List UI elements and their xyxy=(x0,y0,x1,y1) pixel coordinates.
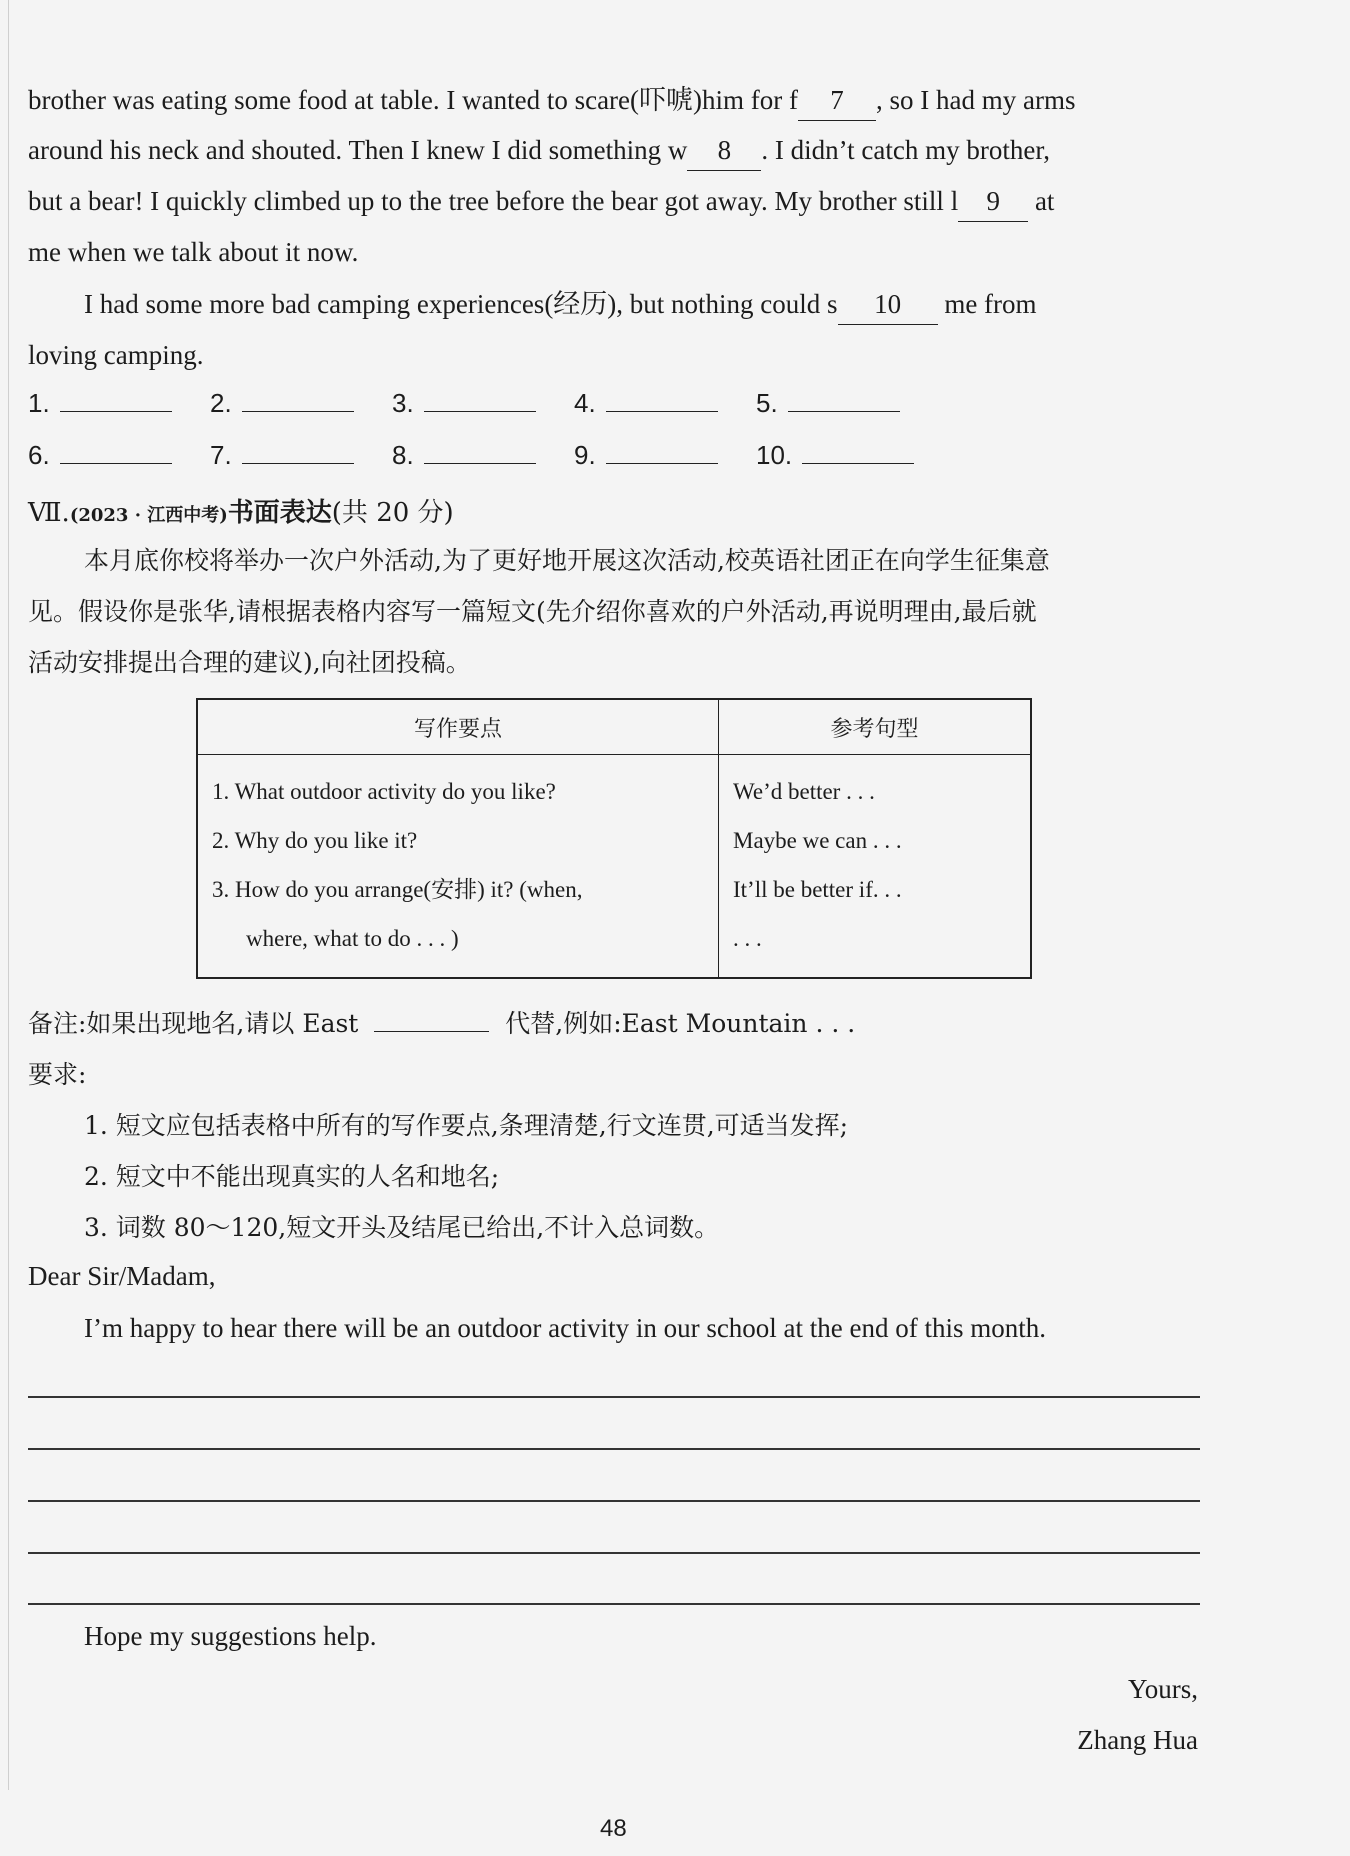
answer-line[interactable] xyxy=(606,441,718,464)
point-item: 1. What outdoor activity do you like? xyxy=(212,779,556,804)
requirement-item: 3. 词数 80～120,短文开头及结尾已给出,不计入总词数。 xyxy=(84,1213,720,1242)
requirements-title: 要求: xyxy=(28,1060,87,1089)
pattern-item: It’ll be better if. . . xyxy=(733,877,902,902)
blank-number: 8 xyxy=(717,135,732,165)
answer-slot xyxy=(392,388,574,419)
passage-line-6: loving camping. xyxy=(28,340,204,370)
letter-signature-name: Zhang Hua xyxy=(1077,1725,1198,1755)
passage-text: at xyxy=(1028,186,1055,216)
answer-label: 5. xyxy=(756,388,778,418)
answer-line[interactable] xyxy=(802,441,914,464)
note-line xyxy=(28,998,855,1049)
answer-label: 2. xyxy=(210,388,232,418)
answer-row-1 xyxy=(28,388,938,419)
passage-line-4: me when we talk about it now. xyxy=(28,237,359,267)
passage-text: around his neck and shouted. Then I knew I did something xyxy=(28,135,668,165)
passage-line-1 xyxy=(28,80,1075,121)
answer-slot xyxy=(392,440,574,471)
writing-line[interactable] xyxy=(28,1500,1200,1502)
writing-line[interactable] xyxy=(28,1603,1200,1605)
blank-number: 7 xyxy=(830,85,844,115)
letter-closing: Hope my suggestions help. xyxy=(84,1621,377,1651)
answer-slot xyxy=(28,440,210,471)
answer-slot xyxy=(210,440,392,471)
passage-line-5 xyxy=(84,284,1037,325)
section-numeral: Ⅶ. xyxy=(28,498,70,528)
blank-initial: w xyxy=(667,135,688,165)
answer-line[interactable] xyxy=(424,441,536,464)
place-name-blank[interactable] xyxy=(374,1009,489,1032)
blank-initial: f xyxy=(789,85,798,115)
answer-label: 7. xyxy=(210,440,232,470)
note-text: 代替,例如:East Mountain . . . xyxy=(505,1009,856,1038)
section-source: (2023 · 江西中考) xyxy=(69,505,228,526)
answer-slot xyxy=(574,388,756,419)
passage-text: , so I had my arms xyxy=(876,85,1076,115)
writing-line[interactable] xyxy=(28,1448,1200,1450)
blank-9[interactable] xyxy=(958,181,1028,222)
answer-label: 6. xyxy=(28,440,50,470)
blank-number: 10 xyxy=(874,289,902,319)
answer-slot xyxy=(574,440,756,471)
requirement-item: 2. 短文中不能出现真实的人名和地名; xyxy=(84,1162,500,1191)
page-number: 48 xyxy=(600,1815,627,1842)
blank-7[interactable] xyxy=(798,80,876,121)
header-reference-patterns: 参考句型 xyxy=(719,699,1032,755)
writing-points-table xyxy=(196,698,1032,979)
blank-initial: l xyxy=(950,186,959,216)
prompt-line-1: 本月底你校将举办一次户外活动,为了更好地开展这次活动,校英语社团正在向学生征集意 xyxy=(84,546,1050,575)
passage-text: but a bear! I quickly climbed up to the tree before the bear got away. My brother still xyxy=(28,186,951,216)
section-title xyxy=(28,492,454,529)
writing-points-cell xyxy=(197,755,719,979)
letter-signoff: Yours, xyxy=(1127,1674,1198,1704)
reference-patterns-cell xyxy=(719,755,1032,979)
writing-line[interactable] xyxy=(28,1552,1200,1554)
passage-text: I had some more bad camping experiences(经历), but nothing could xyxy=(84,289,828,319)
pattern-item: We’d better . . . xyxy=(733,779,875,804)
answer-slot xyxy=(28,388,210,419)
passage-text: brother was eating some food at table. I wanted to scare(吓唬)him for xyxy=(28,85,789,115)
blank-8[interactable] xyxy=(687,130,761,171)
pattern-item: . . . xyxy=(733,926,762,951)
answer-label: 4. xyxy=(574,388,596,418)
header-writing-points: 写作要点 xyxy=(197,699,719,755)
answer-slot xyxy=(210,388,392,419)
letter-opening: I’m happy to hear there will be an outdoor activity in our school at the end of this month. xyxy=(84,1313,1047,1343)
section-score: (共 20 分) xyxy=(331,498,454,528)
answer-label: 3. xyxy=(392,388,414,418)
passage-text: me from xyxy=(937,289,1037,319)
answer-label: 8. xyxy=(392,440,414,470)
answer-label: 9. xyxy=(574,440,596,470)
writing-line[interactable] xyxy=(28,1396,1200,1398)
blank-initial: s xyxy=(827,289,838,319)
answer-label: 1. xyxy=(28,388,50,418)
answer-line[interactable] xyxy=(60,441,172,464)
passage-text: . I didn’t catch my brother, xyxy=(761,135,1050,165)
blank-10[interactable] xyxy=(838,284,938,325)
answer-line[interactable] xyxy=(424,389,536,412)
answer-line[interactable] xyxy=(60,389,172,412)
margin-line xyxy=(8,0,9,1790)
point-item: 3. How do you arrange(安排) it? (when, xyxy=(212,877,583,902)
passage-line-3 xyxy=(28,181,1054,222)
letter-greeting: Dear Sir/Madam, xyxy=(28,1261,216,1291)
answer-line[interactable] xyxy=(606,389,718,412)
point-item: 2. Why do you like it? xyxy=(212,828,418,853)
requirement-item: 1. 短文应包括表格中所有的写作要点,条理清楚,行文连贯,可适当发挥; xyxy=(84,1111,849,1140)
blank-number: 9 xyxy=(986,186,1000,216)
answer-label: 10. xyxy=(756,440,793,470)
pattern-item: Maybe we can . . . xyxy=(733,828,902,853)
section-heading: 书面表达 xyxy=(227,498,332,528)
answer-slot xyxy=(756,388,938,419)
prompt-line-3: 活动安排提出合理的建议),向社团投稿。 xyxy=(28,648,471,677)
answer-line[interactable] xyxy=(788,389,900,412)
answer-slot xyxy=(756,440,938,471)
answer-row-2 xyxy=(28,440,938,471)
answer-line[interactable] xyxy=(242,389,354,412)
answer-line[interactable] xyxy=(242,441,354,464)
prompt-line-2: 见。假设你是张华,请根据表格内容写一篇短文(先介绍你喜欢的户外活动,再说明理由,最后就 xyxy=(28,597,1037,626)
note-text: 备注:如果出现地名,请以 East xyxy=(28,1009,359,1038)
point-item-continued: where, what to do . . . ) xyxy=(246,926,459,951)
passage-line-2 xyxy=(28,130,1050,171)
